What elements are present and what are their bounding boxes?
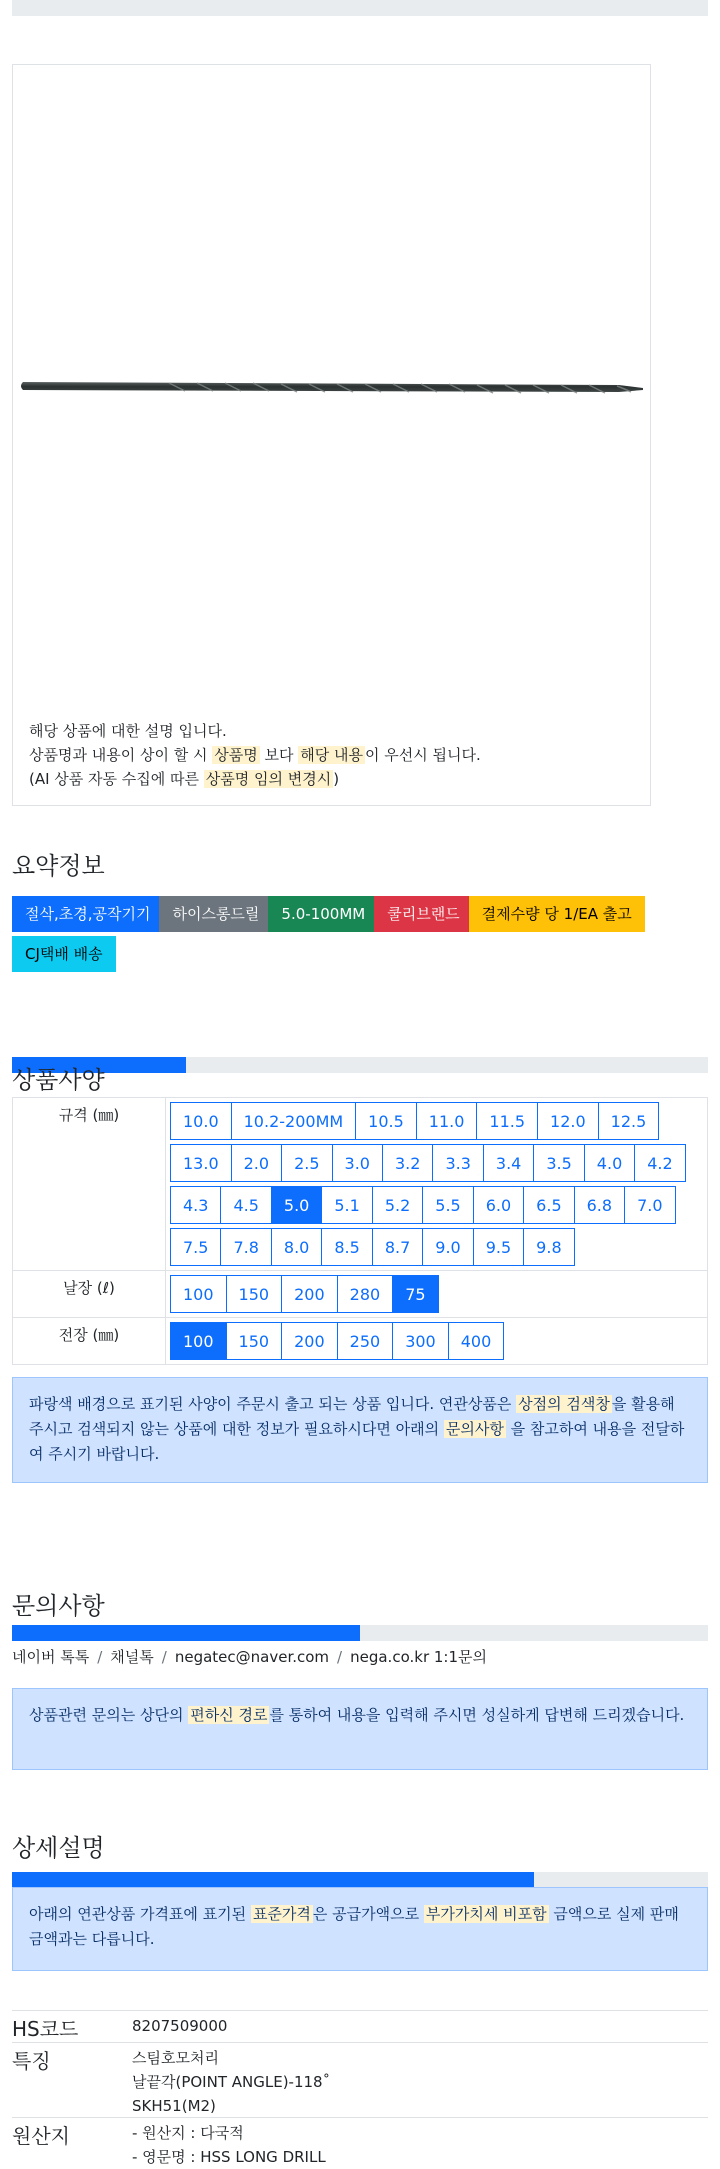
spec-option-button[interactable]: 5.5 [422,1186,473,1224]
product-description [29,719,481,791]
summary-badges [12,896,712,976]
detail-line: 날끝각(POINT ANGLE)-118˚ [132,2073,331,2091]
highlight-vat: 부가가치세 비포함 [425,1905,547,1923]
summary-title: 요약정보 [12,852,105,880]
hs-code-value: 8207509000 [132,2017,228,2035]
feature-row [12,2042,708,2118]
spec-title: 상품사양 [12,1066,105,1094]
spec-option-button[interactable]: 8.5 [321,1228,372,1266]
spec-option-button[interactable]: 100 [170,1275,227,1313]
product-image-box [12,64,651,806]
summary-badge: 쿨리브랜드 [374,896,472,932]
spec-option-button[interactable]: 3.4 [483,1144,534,1182]
spec-option-button[interactable]: 3.5 [533,1144,584,1182]
detail-line: SKH51(M2) [132,2097,216,2115]
origin-row [12,2117,708,2168]
spec-option-button[interactable]: 7.8 [220,1228,271,1266]
spec-row [13,1098,708,1271]
spec-option-button[interactable]: 3.2 [382,1144,433,1182]
summary-badge: 결제수량 당 1/EA 출고 [469,896,645,932]
spec-option-button[interactable]: 200 [281,1322,338,1360]
spec-row-label: 날장 (ℓ) [13,1271,166,1318]
inquiry-progress [12,1625,708,1641]
spec-progress [12,1057,708,1073]
spec-option-button[interactable]: 9.0 [422,1228,473,1266]
spec-option-button[interactable]: 4.2 [634,1144,685,1182]
spec-option-button[interactable]: 7.0 [624,1186,675,1224]
spec-option-button[interactable]: 5.0 [271,1186,322,1224]
highlight-search: 상점의 검색창 [518,1395,610,1413]
highlight-standard-price: 표준가격 [252,1905,311,1923]
spec-option-button[interactable]: 12.0 [537,1102,599,1140]
contact-link[interactable]: nega.co.kr 1:1문의 [350,1648,487,1666]
summary-badge: CJ택배 배송 [12,936,116,972]
spec-option-button[interactable]: 5.1 [321,1186,372,1224]
highlight-content: 해당 내용 [300,746,363,764]
price-notice: 아래의 연관상품 가격표에 표기된 표준가격 은 공급가액으로 부가가치세 비포함 금액으로 실제 판매금액과는 다릅니다. [12,1887,708,1971]
spec-option-button[interactable]: 100 [170,1322,227,1360]
spec-option-button[interactable]: 300 [392,1322,449,1360]
highlight-name-change: 상품명 임의 변경시 [205,770,332,788]
contact-separator: / [161,1648,167,1666]
spec-option-button[interactable]: 4.3 [170,1186,221,1224]
spec-option-button[interactable]: 4.5 [220,1186,271,1224]
summary-badge: 하이스롱드릴 [159,896,272,932]
feature-label: 특징 [12,2049,51,2073]
inquiry-title: 문의사항 [12,1592,105,1620]
spec-option-button[interactable]: 2.5 [281,1144,332,1182]
spec-option-button[interactable]: 9.5 [473,1228,524,1266]
spec-option-button[interactable]: 11.5 [476,1102,538,1140]
spec-option-button[interactable]: 75 [392,1275,438,1313]
contact-links [12,1646,487,1667]
drill-image [19,370,647,400]
origin-value [132,2121,326,2169]
highlight-inquiry: 문의사항 [445,1420,504,1438]
spec-option-button[interactable]: 10.5 [355,1102,417,1140]
contact-separator: / [97,1648,103,1666]
inquiry-notice: 상품관련 문의는 상단의 편하신 경로 를 통하여 내용을 입력해 주시면 성실하게 답변해 드리겠습니다. [12,1688,708,1770]
spec-option-button[interactable]: 400 [448,1322,505,1360]
highlight-product-name: 상품명 [214,746,258,764]
desc-line-1: 해당 상품에 대한 설명 입니다. [29,722,227,740]
spec-option-button[interactable]: 5.2 [372,1186,423,1224]
hs-code-label: HS코드 [12,2017,79,2041]
spec-option-button[interactable]: 9.8 [523,1228,574,1266]
spec-row [13,1318,708,1365]
top-bar [12,0,708,16]
spec-option-button[interactable]: 3.3 [432,1144,483,1182]
spec-option-button[interactable]: 150 [226,1275,283,1313]
contact-link[interactable]: negatec@naver.com [174,1648,330,1666]
highlight-channel: 편하신 경로 [190,1706,268,1724]
desc-line-2: 상품명과 내용이 상이 할 시 상품명 보다 해당 내용 이 우선시 됩니다. [29,746,481,764]
spec-option-button[interactable]: 12.5 [598,1102,660,1140]
spec-option-button[interactable]: 3.0 [332,1144,383,1182]
detail-line: - 영문명 : HSS LONG DRILL [132,2148,326,2166]
spec-option-button[interactable]: 6.0 [473,1186,524,1224]
spec-option-button[interactable]: 10.0 [170,1102,232,1140]
spec-row-label: 전장 (㎜) [13,1318,166,1365]
spec-option-button[interactable]: 6.8 [574,1186,625,1224]
spec-table [12,1097,708,1365]
contact-separator: / [337,1648,343,1666]
spec-option-button[interactable]: 200 [281,1275,338,1313]
desc-line-3: (AI 상품 자동 수집에 따른 상품명 임의 변경시 ) [29,770,340,788]
contact-link[interactable]: 채널톡 [110,1648,154,1666]
spec-option-button[interactable]: 7.5 [170,1228,221,1266]
spec-option-button[interactable]: 11.0 [416,1102,478,1140]
hs-code-row [12,2010,708,2043]
spec-option-button[interactable]: 6.5 [523,1186,574,1224]
spec-option-button[interactable]: 8.0 [271,1228,322,1266]
spec-option-button[interactable]: 2.0 [231,1144,282,1182]
spec-option-button[interactable]: 10.2-200MM [231,1102,357,1140]
spec-row-label: 규격 (㎜) [13,1098,166,1271]
spec-row [13,1271,708,1318]
feature-value [132,2046,330,2118]
detail-title: 상세설명 [12,1834,105,1862]
spec-option-button[interactable]: 250 [337,1322,394,1360]
spec-option-button[interactable]: 4.0 [584,1144,635,1182]
spec-notice: 파랑색 배경으로 표기된 사양이 주문시 출고 되는 상품 입니다. 연관상품은 상점의 검색창 을 활용해 주시고 검색되지 않는 상품에 대한 정보가 필요하시다면 아래의 문의사항 을 참고하여 내용을 전달하여 주시기 바랍니다. [12,1377,708,1483]
contact-link[interactable]: 네이버 톡톡 [12,1648,90,1666]
summary-badge: 절삭,초경,공작기기 [12,896,163,932]
spec-option-button[interactable]: 8.7 [372,1228,423,1266]
detail-line: - 원산지 : 다국적 [132,2124,244,2142]
origin-label: 원산지 [12,2124,70,2148]
detail-line: 스팀호모처리 [132,2049,219,2067]
detail-progress [12,1872,708,1888]
spec-option-button[interactable]: 13.0 [170,1144,232,1182]
summary-badge: 5.0-100MM [268,896,378,932]
spec-option-button[interactable]: 150 [226,1322,283,1360]
spec-option-button[interactable]: 280 [337,1275,394,1313]
